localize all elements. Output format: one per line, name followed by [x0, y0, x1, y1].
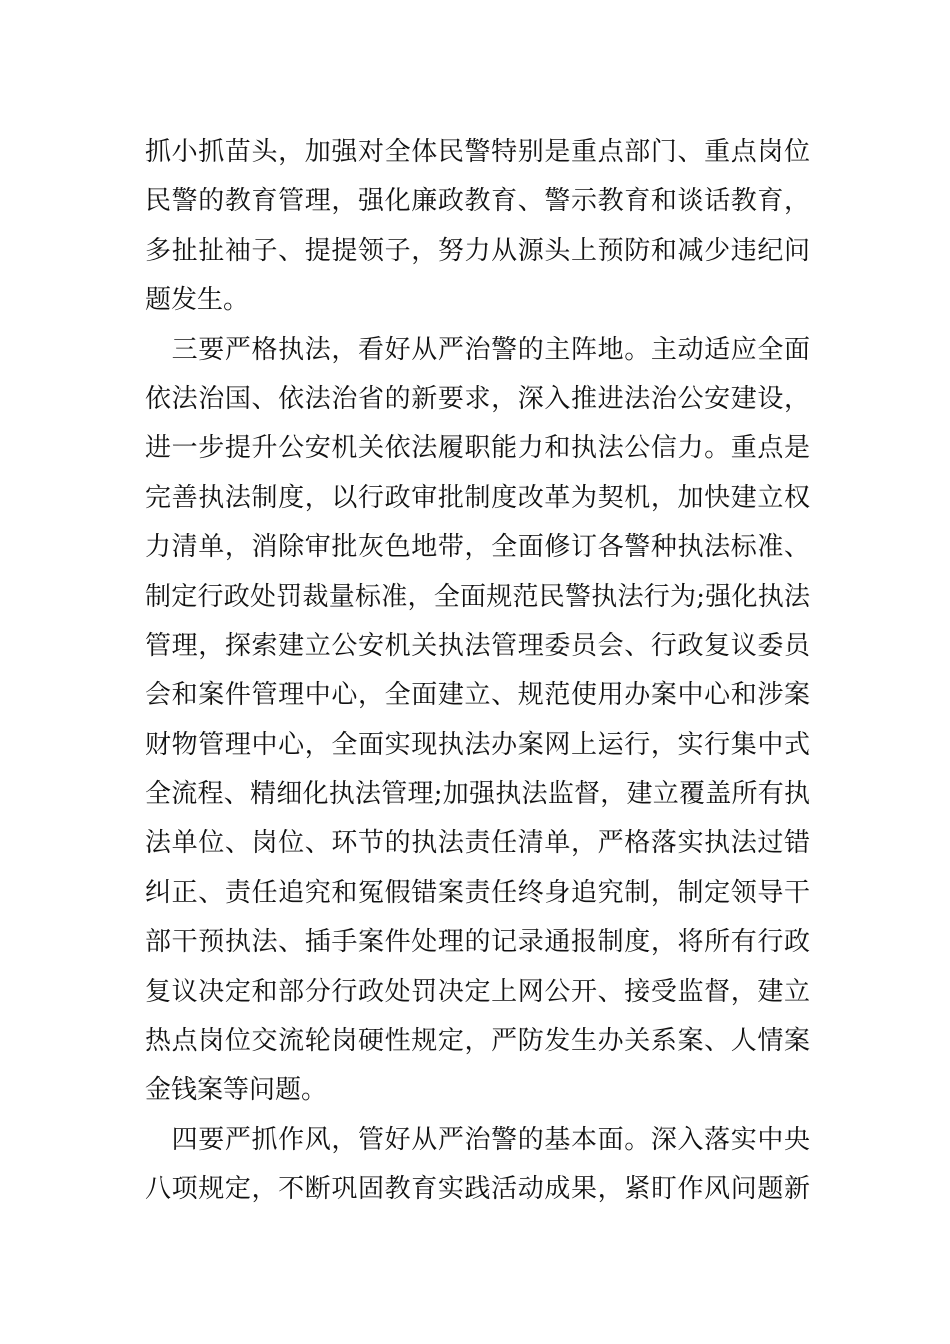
text-line: 金钱案等问题。	[145, 1075, 328, 1106]
text-line: 完善执法制度，以行政审批制度改革为契机，加快建立权	[145, 482, 810, 513]
text-line: 题发生。	[145, 285, 250, 316]
text-line: 四要严抓作风，管好从严治警的基本面。深入落实中央	[145, 1124, 810, 1155]
text-line: 会和案件管理中心，全面建立、规范使用办案中心和涉案	[145, 680, 810, 711]
text-line: 部干预执法、插手案件处理的记录通报制度，将所有行政	[145, 927, 810, 958]
text-line: 财物管理中心，全面实现执法办案网上运行，实行集中式	[145, 729, 810, 760]
text-line: 八项规定，不断巩固教育实践活动成果，紧盯作风问题新	[145, 1174, 810, 1205]
text-line: 制定行政处罚裁量标准，全面规范民警执法行为;强化执法	[145, 581, 810, 612]
text-line: 民警的教育管理，强化廉政教育、警示教育和谈话教育，	[145, 186, 810, 217]
text-line: 多扯扯袖子、提提领子，努力从源头上预防和减少违纪问	[145, 235, 810, 266]
document-body	[145, 128, 810, 1215]
text-line: 纠正、责任追究和冤假错案责任终身追究制，制定领导干	[145, 877, 810, 908]
text-line: 依法治国、依法治省的新要求，深入推进法治公安建设，	[145, 383, 810, 414]
text-line: 进一步提升公安机关依法履职能力和执法公信力。重点是	[145, 433, 810, 464]
text-line: 法单位、岗位、环节的执法责任清单，严格落实执法过错	[145, 828, 810, 859]
text-line: 管理，探索建立公安机关执法管理委员会、行政复议委员	[145, 630, 810, 661]
text-line: 三要严格执法，看好从严治警的主阵地。主动适应全面	[145, 334, 810, 365]
text-line: 热点岗位交流轮岗硬性规定，严防发生办关系案、人情案	[145, 1026, 810, 1057]
text-line: 抓小抓苗头，加强对全体民警特别是重点部门、重点岗位	[145, 137, 810, 167]
text-line: 全流程、精细化执法管理;加强执法监督，建立覆盖所有执	[145, 779, 810, 810]
text-line: 力清单，消除审批灰色地带，全面修订各警种执法标准、	[145, 532, 810, 563]
text-line: 复议决定和部分行政处罚决定上网公开、接受监督，建立	[145, 976, 810, 1007]
